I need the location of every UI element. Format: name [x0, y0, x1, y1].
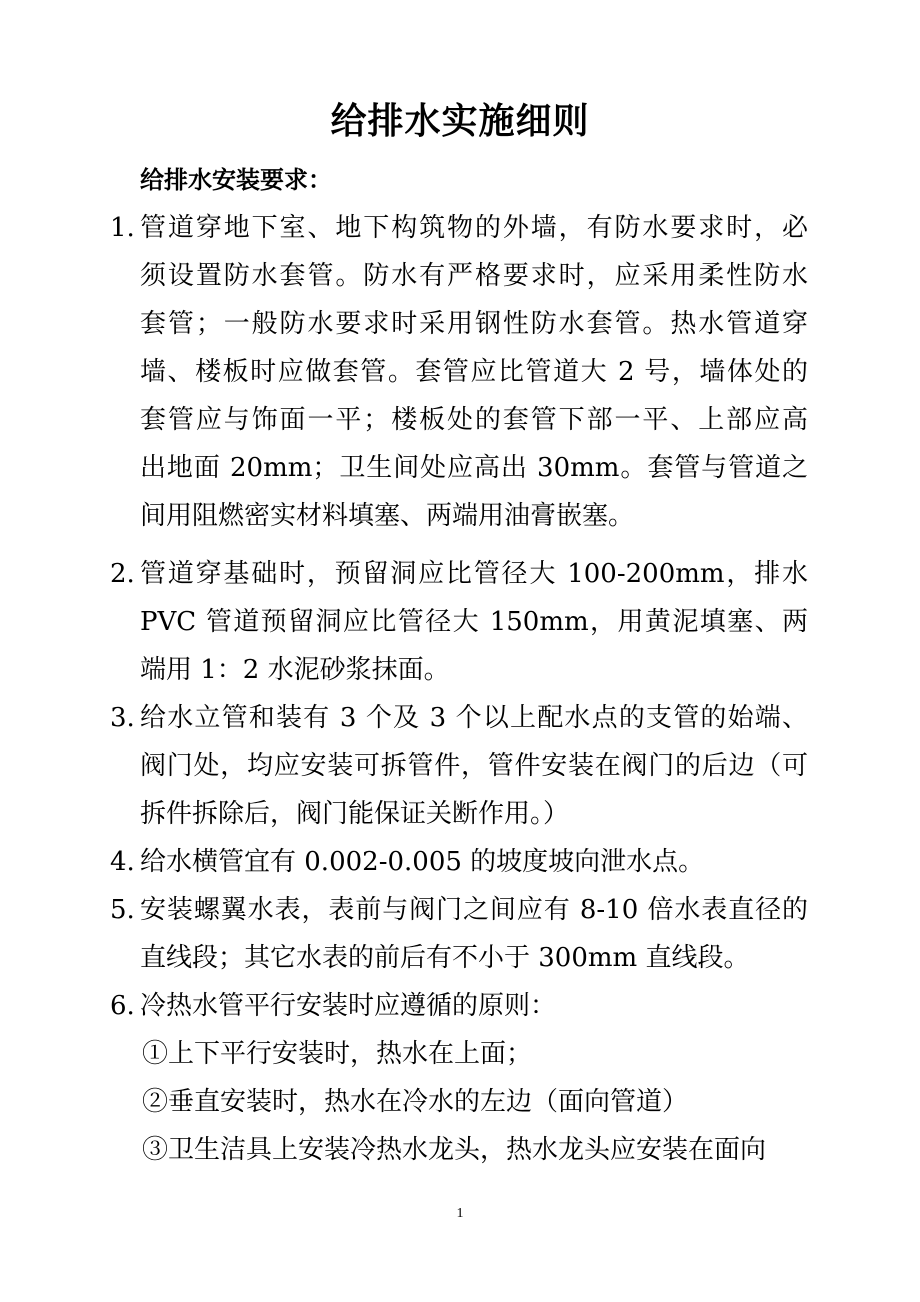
item-number: 4. [110, 847, 135, 877]
item-text: 套管；一般防水要求时采用钢性防水套管。热水管道穿 [140, 309, 808, 339]
item-text: 安装螺翼水表，表前与阀门之间应有 8-10 倍水表直径的 [140, 895, 808, 925]
item-text: 冷热水管平行安装时应遵循的原则： [140, 991, 557, 1021]
section-heading: 给排水安装要求： [140, 166, 332, 194]
sub-item-text: ①上下平行安装时，热水在上面； [142, 1039, 533, 1069]
item-text: 给水横管宜有 0.002-0.005 的坡度坡向泄水点。 [140, 847, 705, 877]
item-text: 出地面 20mm；卫生间处应高出 30mm。套管与管道之 [140, 453, 808, 483]
item-number: 3. [110, 703, 135, 733]
item-text: PVC 管道预留洞应比管径大 150mm，用黄泥填塞、两 [140, 607, 808, 637]
item-text: 管道穿地下室、地下构筑物的外墙，有防水要求时，必 [140, 213, 808, 243]
item-text: 阀门处，均应安装可拆管件，管件安装在阀门的后边（可 [140, 751, 808, 781]
item-text: 套管应与饰面一平；楼板处的套管下部一平、上部应高 [140, 405, 808, 435]
item-text: 拆件拆除后，阀门能保证关断作用。） [140, 799, 570, 829]
item-text: 管道穿基础时，预留洞应比管径大 100-200mm，排水 [140, 559, 808, 589]
item-number: 2. [110, 559, 135, 589]
page-title: 给排水实施细则 [330, 101, 590, 142]
sub-item-text: ②垂直安装时，热水在冷水的左边（面向管道） [142, 1087, 689, 1117]
item-text: 直线段；其它水表的前后有不小于 300mm 直线段。 [140, 943, 750, 973]
item-text: 间用阻燃密实材料填塞、两端用油膏嵌塞。 [140, 501, 635, 531]
item-number: 1. [110, 213, 135, 243]
item-text: 给水立管和装有 3 个及 3 个以上配水点的支管的始端、 [140, 703, 808, 733]
item-text: 墙、楼板时应做套管。套管应比管道大 2 号，墙体处的 [140, 357, 808, 387]
page-number: 1 [456, 1206, 464, 1221]
item-text: 端用 1：2 水泥砂浆抹面。 [140, 655, 450, 685]
sub-item-text: ③卫生洁具上安装冷热水龙头，热水龙头应安装在面向 [142, 1135, 767, 1165]
item-number: 6. [110, 991, 135, 1021]
item-text: 须设置防水套管。防水有严格要求时，应采用柔性防水 [140, 261, 808, 291]
item-number: 5. [110, 895, 135, 925]
